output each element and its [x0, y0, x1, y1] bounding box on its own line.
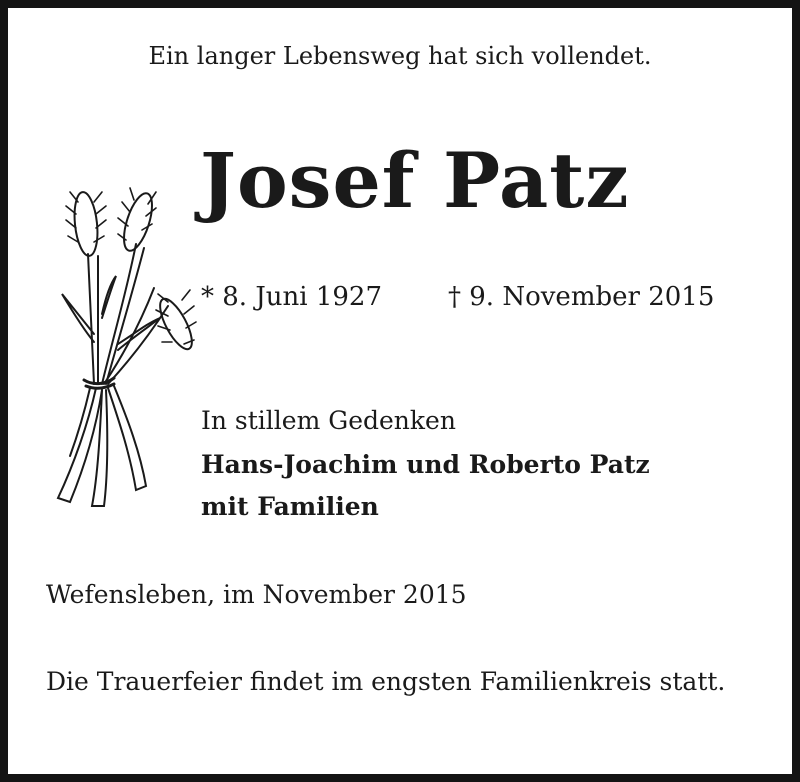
death-date: † 9. November 2015 [448, 282, 715, 312]
intro-line: Ein langer Lebensweg hat sich vollendet. [148, 42, 652, 70]
mourners-names: Hans-Joachim und Roberto Patz [201, 450, 650, 479]
place-date: Wefensleben, im November 2015 [46, 580, 467, 609]
mourners-families: mit Familien [201, 492, 379, 521]
funeral-note: Die Trauerfeier findet im engsten Familienkreis statt. [46, 667, 726, 696]
deceased-name: Josef Patz [200, 136, 630, 225]
birth-date: * 8. Juni 1927 [201, 282, 382, 312]
wheat-bundle-icon [44, 184, 204, 514]
memory-line: In stillem Gedenken [201, 406, 456, 435]
